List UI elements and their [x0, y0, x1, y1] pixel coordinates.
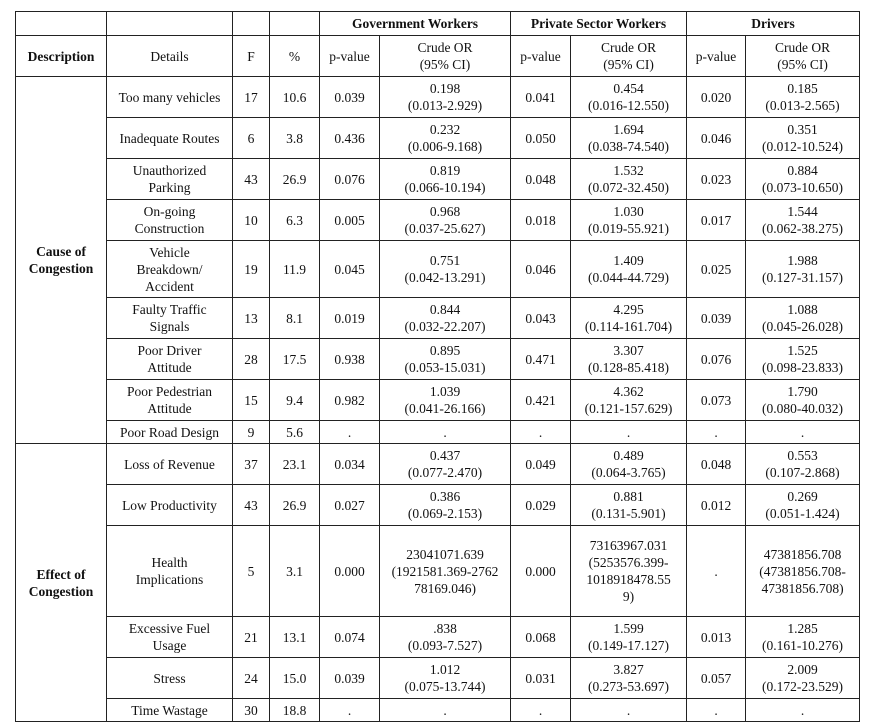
- detail-cell: Time Wastage: [107, 699, 233, 722]
- table-row: [16, 617, 860, 658]
- priv-pvalue-cell: 0.421: [511, 380, 571, 421]
- drv-pvalue-cell: 0.013: [687, 617, 746, 658]
- priv-crude-or-cell: 0.454 (0.016-12.550): [571, 77, 687, 118]
- table-row: [16, 658, 860, 699]
- priv-crude-or-cell: .: [571, 699, 687, 722]
- detail-cell: Vehicle Breakdown/ Accident: [107, 241, 233, 298]
- drv-pvalue-cell: 0.039: [687, 298, 746, 339]
- gov-crude-or-cell: 0.386 (0.069-2.153): [380, 485, 511, 526]
- drv-pvalue-cell: 0.017: [687, 200, 746, 241]
- gov-pvalue-cell: 0.074: [320, 617, 380, 658]
- f-cell: 15: [233, 380, 270, 421]
- priv-crude-or-cell: 1.599 (0.149-17.127): [571, 617, 687, 658]
- table-row: [16, 118, 860, 159]
- group-header-private-sector: Private Sector Workers: [511, 12, 687, 36]
- table-row: [16, 339, 860, 380]
- priv-pvalue-cell: 0.031: [511, 658, 571, 699]
- priv-crude-or-cell: 1.694 (0.038-74.540): [571, 118, 687, 159]
- priv-crude-or-cell: 1.532 (0.072-32.450): [571, 159, 687, 200]
- priv-crude-or-cell: 73163967.031 (5253576.399- 1018918478.55 9): [571, 526, 687, 617]
- drv-crude-or-cell: 1.088 (0.045-26.028): [746, 298, 860, 339]
- drv-pvalue-cell: 0.020: [687, 77, 746, 118]
- drv-pvalue-cell: .: [687, 699, 746, 722]
- f-cell: 9: [233, 421, 270, 444]
- detail-cell: On-going Construction: [107, 200, 233, 241]
- gov-crude-or-cell: 23041071.639 (1921581.369-2762 78169.046): [380, 526, 511, 617]
- column-header-drv-pvalue: p-value: [687, 36, 746, 77]
- priv-crude-or-cell: 3.827 (0.273-53.697): [571, 658, 687, 699]
- percent-cell: 26.9: [270, 159, 320, 200]
- gov-pvalue-cell: 0.019: [320, 298, 380, 339]
- percent-cell: 8.1: [270, 298, 320, 339]
- f-cell: 30: [233, 699, 270, 722]
- gov-crude-or-cell: 1.012 (0.075-13.744): [380, 658, 511, 699]
- column-header-details: Details: [107, 36, 233, 77]
- congestion-odds-ratio-table: [15, 11, 860, 722]
- priv-pvalue-cell: .: [511, 421, 571, 444]
- table-row: [16, 444, 860, 485]
- column-header-f: F: [233, 36, 270, 77]
- gov-crude-or-cell: 0.895 (0.053-15.031): [380, 339, 511, 380]
- f-cell: 37: [233, 444, 270, 485]
- blank-header-cell: [270, 12, 320, 36]
- section-label: Effect of Congestion: [16, 444, 107, 722]
- gov-pvalue-cell: 0.436: [320, 118, 380, 159]
- detail-cell: Poor Pedestrian Attitude: [107, 380, 233, 421]
- detail-cell: Excessive Fuel Usage: [107, 617, 233, 658]
- detail-cell: Health Implications: [107, 526, 233, 617]
- drv-crude-or-cell: 2.009 (0.172-23.529): [746, 658, 860, 699]
- percent-cell: 23.1: [270, 444, 320, 485]
- gov-crude-or-cell: .: [380, 421, 511, 444]
- table-row: [16, 241, 860, 298]
- gov-crude-or-cell: 1.039 (0.041-26.166): [380, 380, 511, 421]
- drv-pvalue-cell: 0.025: [687, 241, 746, 298]
- table-row: [16, 485, 860, 526]
- table-body: [16, 77, 860, 722]
- group-header-government: Government Workers: [320, 12, 511, 36]
- priv-pvalue-cell: 0.471: [511, 339, 571, 380]
- gov-pvalue-cell: .: [320, 699, 380, 722]
- column-header-drv-crude-or: Crude OR (95% CI): [746, 36, 860, 77]
- drv-crude-or-cell: .: [746, 699, 860, 722]
- table-row: [16, 421, 860, 444]
- gov-crude-or-cell: 0.232 (0.006-9.168): [380, 118, 511, 159]
- drv-pvalue-cell: 0.057: [687, 658, 746, 699]
- table-row: [16, 77, 860, 118]
- priv-crude-or-cell: .: [571, 421, 687, 444]
- drv-crude-or-cell: 0.884 (0.073-10.650): [746, 159, 860, 200]
- column-header-gov-crude-or: Crude OR (95% CI): [380, 36, 511, 77]
- percent-cell: 17.5: [270, 339, 320, 380]
- detail-cell: Loss of Revenue: [107, 444, 233, 485]
- f-cell: 19: [233, 241, 270, 298]
- drv-pvalue-cell: 0.023: [687, 159, 746, 200]
- drv-crude-or-cell: 0.185 (0.013-2.565): [746, 77, 860, 118]
- priv-pvalue-cell: 0.068: [511, 617, 571, 658]
- f-cell: 10: [233, 200, 270, 241]
- priv-pvalue-cell: 0.043: [511, 298, 571, 339]
- f-cell: 5: [233, 526, 270, 617]
- blank-header-cell: [16, 12, 107, 36]
- priv-pvalue-cell: 0.000: [511, 526, 571, 617]
- f-cell: 21: [233, 617, 270, 658]
- drv-crude-or-cell: 0.553 (0.107-2.868): [746, 444, 860, 485]
- percent-cell: 9.4: [270, 380, 320, 421]
- drv-pvalue-cell: .: [687, 421, 746, 444]
- detail-cell: Too many vehicles: [107, 77, 233, 118]
- priv-crude-or-cell: 0.881 (0.131-5.901): [571, 485, 687, 526]
- priv-pvalue-cell: 0.048: [511, 159, 571, 200]
- gov-crude-or-cell: 0.819 (0.066-10.194): [380, 159, 511, 200]
- priv-pvalue-cell: 0.049: [511, 444, 571, 485]
- blank-header-cell: [233, 12, 270, 36]
- percent-cell: 18.8: [270, 699, 320, 722]
- gov-pvalue-cell: 0.039: [320, 77, 380, 118]
- section-label: Cause of Congestion: [16, 77, 107, 444]
- drv-pvalue-cell: 0.046: [687, 118, 746, 159]
- gov-pvalue-cell: 0.938: [320, 339, 380, 380]
- priv-pvalue-cell: 0.046: [511, 241, 571, 298]
- drv-pvalue-cell: 0.076: [687, 339, 746, 380]
- priv-pvalue-cell: 0.018: [511, 200, 571, 241]
- gov-pvalue-cell: 0.034: [320, 444, 380, 485]
- column-header-percent: %: [270, 36, 320, 77]
- table-row: [16, 526, 860, 617]
- drv-crude-or-cell: 1.988 (0.127-31.157): [746, 241, 860, 298]
- gov-pvalue-cell: 0.027: [320, 485, 380, 526]
- percent-cell: 26.9: [270, 485, 320, 526]
- detail-cell: Stress: [107, 658, 233, 699]
- f-cell: 28: [233, 339, 270, 380]
- gov-crude-or-cell: .838 (0.093-7.527): [380, 617, 511, 658]
- table-row: [16, 200, 860, 241]
- percent-cell: 15.0: [270, 658, 320, 699]
- gov-pvalue-cell: 0.005: [320, 200, 380, 241]
- f-cell: 6: [233, 118, 270, 159]
- column-header-description: Description: [16, 36, 107, 77]
- f-cell: 24: [233, 658, 270, 699]
- column-header-priv-crude-or: Crude OR (95% CI): [571, 36, 687, 77]
- drv-crude-or-cell: 1.525 (0.098-23.833): [746, 339, 860, 380]
- f-cell: 13: [233, 298, 270, 339]
- table-row: [16, 159, 860, 200]
- drv-crude-or-cell: 47381856.708 (47381856.708- 47381856.708): [746, 526, 860, 617]
- column-header-gov-pvalue: p-value: [320, 36, 380, 77]
- gov-pvalue-cell: .: [320, 421, 380, 444]
- priv-pvalue-cell: .: [511, 699, 571, 722]
- detail-cell: Poor Road Design: [107, 421, 233, 444]
- drv-pvalue-cell: .: [687, 526, 746, 617]
- drv-pvalue-cell: 0.012: [687, 485, 746, 526]
- group-header-drivers: Drivers: [687, 12, 860, 36]
- priv-pvalue-cell: 0.041: [511, 77, 571, 118]
- detail-cell: Faulty Traffic Signals: [107, 298, 233, 339]
- drv-crude-or-cell: 1.285 (0.161-10.276): [746, 617, 860, 658]
- priv-crude-or-cell: 4.295 (0.114-161.704): [571, 298, 687, 339]
- priv-crude-or-cell: 1.409 (0.044-44.729): [571, 241, 687, 298]
- percent-cell: 3.8: [270, 118, 320, 159]
- f-cell: 17: [233, 77, 270, 118]
- table-row: [16, 298, 860, 339]
- priv-pvalue-cell: 0.029: [511, 485, 571, 526]
- gov-crude-or-cell: .: [380, 699, 511, 722]
- detail-cell: Poor Driver Attitude: [107, 339, 233, 380]
- priv-crude-or-cell: 1.030 (0.019-55.921): [571, 200, 687, 241]
- percent-cell: 6.3: [270, 200, 320, 241]
- group-header-row: [16, 12, 860, 36]
- table-row: [16, 380, 860, 421]
- drv-pvalue-cell: 0.073: [687, 380, 746, 421]
- gov-crude-or-cell: 0.198 (0.013-2.929): [380, 77, 511, 118]
- column-header-priv-pvalue: p-value: [511, 36, 571, 77]
- percent-cell: 10.6: [270, 77, 320, 118]
- f-cell: 43: [233, 159, 270, 200]
- gov-pvalue-cell: 0.039: [320, 658, 380, 699]
- priv-crude-or-cell: 0.489 (0.064-3.765): [571, 444, 687, 485]
- drv-crude-or-cell: 0.351 (0.012-10.524): [746, 118, 860, 159]
- detail-cell: Unauthorized Parking: [107, 159, 233, 200]
- priv-pvalue-cell: 0.050: [511, 118, 571, 159]
- percent-cell: 3.1: [270, 526, 320, 617]
- percent-cell: 13.1: [270, 617, 320, 658]
- gov-crude-or-cell: 0.968 (0.037-25.627): [380, 200, 511, 241]
- priv-crude-or-cell: 3.307 (0.128-85.418): [571, 339, 687, 380]
- gov-crude-or-cell: 0.751 (0.042-13.291): [380, 241, 511, 298]
- table-row: [16, 699, 860, 722]
- gov-pvalue-cell: 0.000: [320, 526, 380, 617]
- drv-crude-or-cell: .: [746, 421, 860, 444]
- detail-cell: Low Productivity: [107, 485, 233, 526]
- gov-pvalue-cell: 0.045: [320, 241, 380, 298]
- f-cell: 43: [233, 485, 270, 526]
- percent-cell: 5.6: [270, 421, 320, 444]
- drv-crude-or-cell: 1.544 (0.062-38.275): [746, 200, 860, 241]
- drv-crude-or-cell: 1.790 (0.080-40.032): [746, 380, 860, 421]
- detail-cell: Inadequate Routes: [107, 118, 233, 159]
- gov-crude-or-cell: 0.844 (0.032-22.207): [380, 298, 511, 339]
- gov-crude-or-cell: 0.437 (0.077-2.470): [380, 444, 511, 485]
- percent-cell: 11.9: [270, 241, 320, 298]
- blank-header-cell: [107, 12, 233, 36]
- drv-crude-or-cell: 0.269 (0.051-1.424): [746, 485, 860, 526]
- column-header-row: [16, 36, 860, 77]
- priv-crude-or-cell: 4.362 (0.121-157.629): [571, 380, 687, 421]
- drv-pvalue-cell: 0.048: [687, 444, 746, 485]
- gov-pvalue-cell: 0.076: [320, 159, 380, 200]
- gov-pvalue-cell: 0.982: [320, 380, 380, 421]
